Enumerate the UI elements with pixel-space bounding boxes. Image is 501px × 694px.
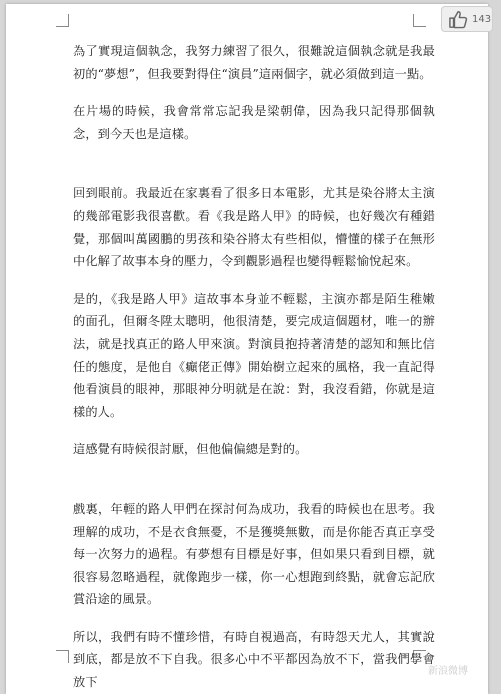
paragraph: 所以，我們有時不懂珍惜，有時自視過高，有時怨天尤人，其實說到底，都是放不下自我。很多心中不平都因為放不下，當我們學會放下 bbox=[73, 629, 435, 690]
paragraph: 在片場的時候，我會常常忘記我是梁朝偉，因為我只記得那個執念，到今天也是這樣。 bbox=[73, 104, 435, 141]
document-page bbox=[6, 4, 488, 694]
like-button[interactable] bbox=[441, 6, 493, 32]
paragraph: 回到眼前。我最近在家裏看了很多日本電影，尤其是染谷將太主演的幾部電影我很喜歡。看《我是路人甲》的時候，也好幾次有種錯覺，那個叫萬國鵬的男孩和染谷將太有些相似，懵懂的樣子在無形中化解了故事本身的壓力，令到觀影過程也變得輕鬆愉悅起來。 bbox=[73, 186, 435, 269]
like-count: 143 bbox=[472, 13, 492, 25]
watermark: 新浪微博 bbox=[428, 666, 468, 677]
paragraph: 為了實現這個執念，我努力練習了很久，很難說這個執念就是我最初的“夢想”，但我要對得住“演員”這兩個字，就必須做到這一點。 bbox=[73, 44, 435, 81]
paragraph: 這感覺有時候很討厭，但他偏偏總是對的。 bbox=[73, 442, 308, 457]
margin-corner-mark bbox=[56, 14, 69, 27]
margin-corner-mark bbox=[413, 14, 426, 27]
document-body bbox=[73, 40, 435, 694]
paragraph: 戲裏，年輕的路人甲們在探討何為成功，我看的時候也在思考。我理解的成功，不是衣食無憂，不是獲獎無數，而是你能否真正享受每一次努力的過程。有夢想有目標是好事，但如果只看到目標，就很容易忽略過程，就像跑步一樣，你一心想跑到終點，就會忘記欣賞沿途的風景。 bbox=[73, 501, 435, 607]
margin-corner-mark bbox=[56, 650, 69, 663]
paragraph: 是的，《我是路人甲》這故事本身並不輕鬆，主演亦都是陌生稚嫩的面孔，但爾冬陞太聰明，他很清楚，要完成這個題材，唯一的辦法，就是找真正的路人甲來演。對演員抱持著清楚的認知和無比信任的態度，是他自《癲佬正傳》開始樹立起來的風格，我一直記得他看演員的眼神，那眼神分明就是在說：對，我沒看錯，你就是這樣的人。 bbox=[73, 291, 435, 419]
thumbs-up-icon bbox=[448, 9, 470, 29]
